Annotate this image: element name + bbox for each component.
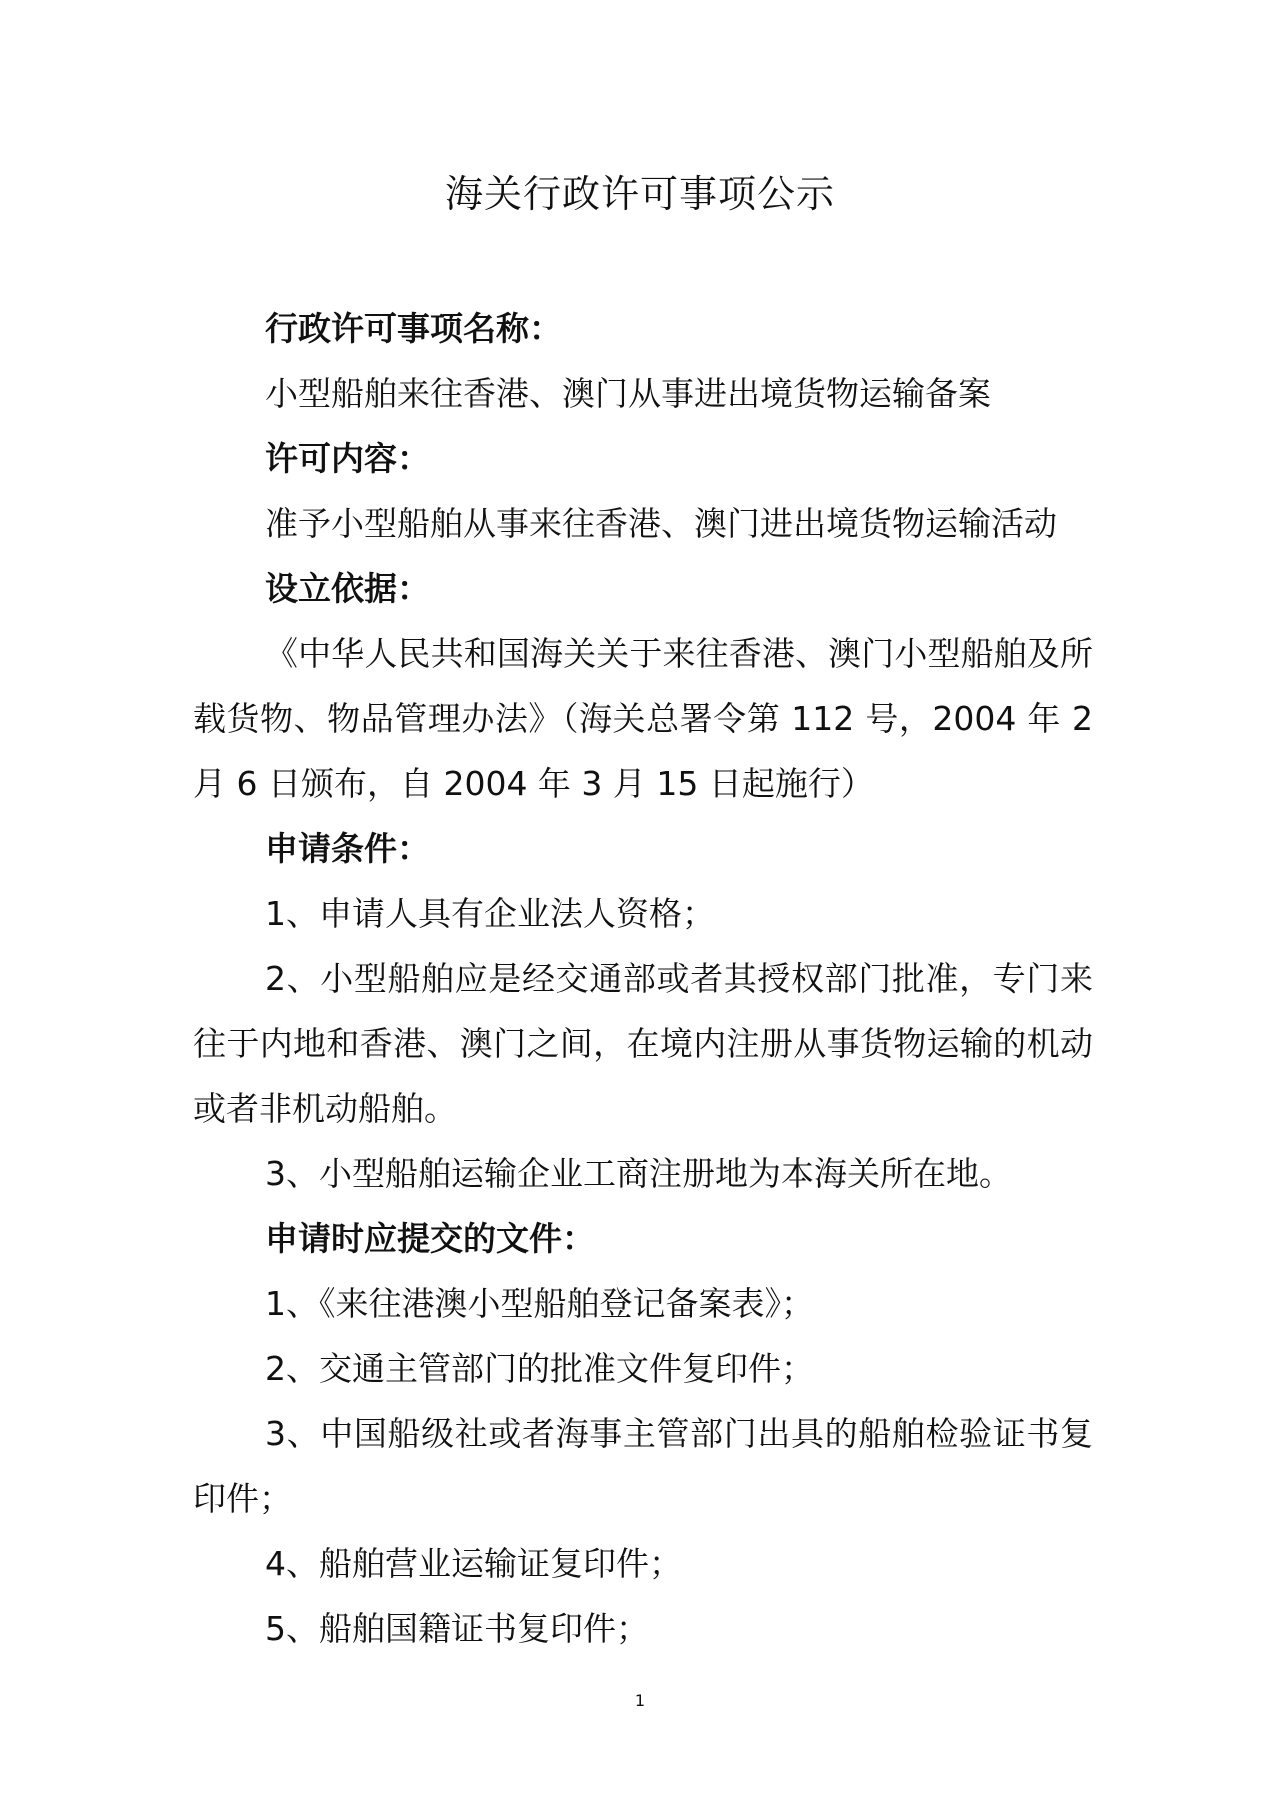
paragraph-document-2: 2、交通主管部门的批准文件复印件； [265,1349,814,1388]
paragraph-permit-content: 准予小型船舶从事来往香港、澳门进出境货物运输活动 [265,504,1057,543]
paragraph-document-4: 4、船舶营业运输证复印件； [265,1544,682,1583]
heading-permit-content: 许可内容： [265,439,430,478]
paragraph-document-1: 1、《来往港澳小型船舶登记备案表》； [265,1284,814,1323]
heading-required-documents: 申请时应提交的文件： [265,1219,595,1258]
heading-permit-name: 行政许可事项名称： [265,309,562,348]
heading-conditions: 申请条件： [265,829,430,868]
paragraph-condition-2: 2、小型船舶应是经交通部或者其授权部门批准，专门来往于内地和香港、澳门之间，在境内注册从事货物运输的机动或者非机动船舶。 [193,959,1093,1128]
document-title: 海关行政许可事项公示 [444,172,835,216]
paragraph-document-5: 5、船舶国籍证书复印件； [265,1609,649,1648]
page-number: 1 [634,1691,646,1710]
heading-legal-basis: 设立依据： [265,569,430,608]
paragraph-condition-1: 1、申请人具有企业法人资格； [265,894,715,933]
paragraph-legal-basis: 《中华人民共和国海关关于来往香港、澳门小型船舶及所载货物、物品管理办法》（海关总署令第 112 号，2004 年 2 月 6 日颁布，自 2004 年 3 月 15 日起施行） [193,634,1093,803]
document-body [193,296,1093,1661]
paragraph-permit-name: 小型船舶来往香港、澳门从事进出境货物运输备案 [265,374,991,413]
paragraph-document-3: 3、中国船级社或者海事主管部门出具的船舶检验证书复印件； [193,1414,1093,1518]
paragraph-condition-3: 3、小型船舶运输企业工商注册地为本海关所在地。 [265,1154,1012,1193]
